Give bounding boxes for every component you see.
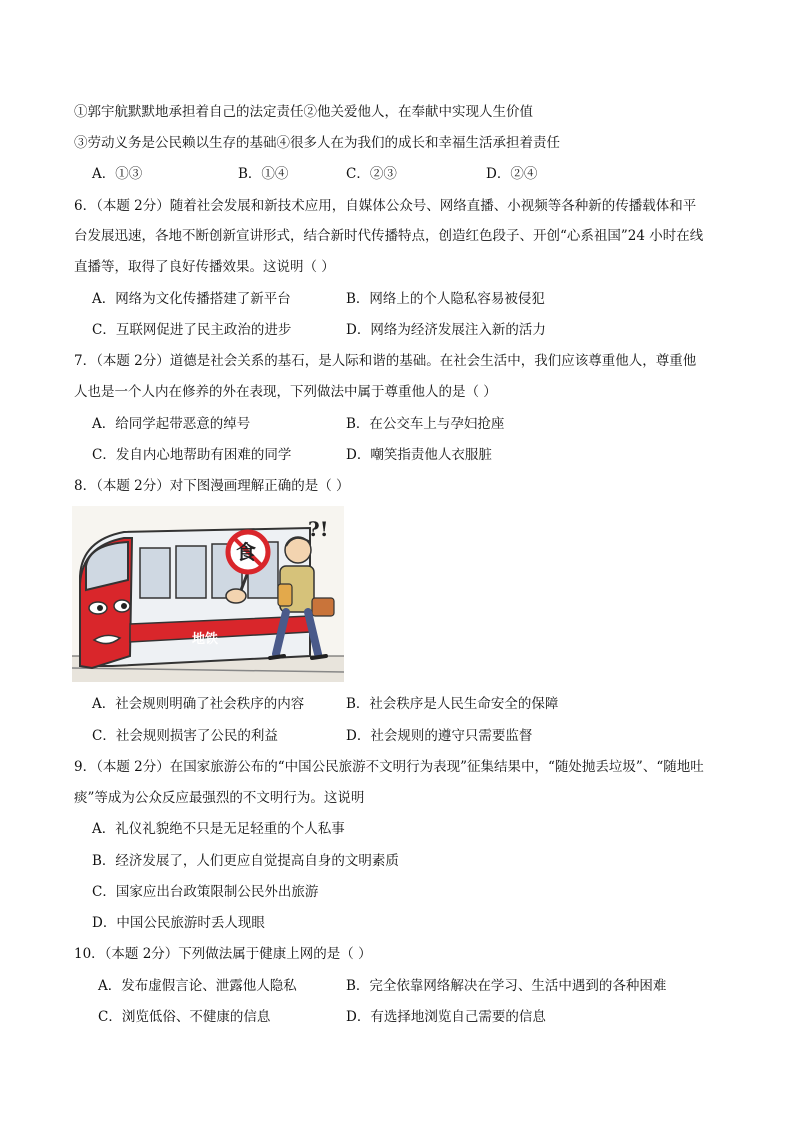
q7-stem-line-2: 人也是一个人内在修养的外在表现，下列做法中属于尊重他人的是（ ） (74, 384, 497, 400)
q5-statement-2: ③劳动义务是公民赖以生存的基础④很多人在为我们的成长和幸福生活承担着责任 (74, 135, 560, 151)
q10-stem: 10．（本题 2分）下列做法属于健康上网的是（ ） (74, 946, 372, 962)
q10-option-b[interactable]: B．完全依靠网络解决在学习、生活中遇到的各种困难 (346, 978, 667, 994)
q8-option-a[interactable]: A．社会规则明确了社会秩序的内容 (92, 696, 305, 712)
q6-stem-line-3: 直播等，取得了良好传播效果。这说明（ ） (74, 259, 335, 275)
q8-option-d[interactable]: D．社会规则的遵守只需要监督 (346, 728, 533, 744)
q8-option-b[interactable]: B．社会秩序是人民生命安全的保障 (346, 696, 559, 712)
q6-stem-line-1: 6．（本题 2分）随着社会发展和新技术应用，自媒体公众号、网络直播、小视频等各种新的传播载体和平 (74, 198, 697, 214)
q6-option-c[interactable]: C．互联网促进了民主政治的进步 (92, 322, 292, 338)
q5-statement-1: ①郭宇航默默地承担着自己的法定责任②他关爱他人，在奉献中实现人生价值 (74, 104, 533, 120)
q7-option-c[interactable]: C．发自内心地帮助有困难的同学 (92, 447, 292, 463)
subway-cartoon (72, 506, 344, 682)
exclamation-text: ?! (308, 517, 329, 541)
q8-stem: 8．（本题 2分）对下图漫画理解正确的是（ ） (74, 478, 350, 494)
q10-option-d[interactable]: D．有选择地浏览自己需要的信息 (346, 1009, 546, 1025)
q5-option-a[interactable]: A．①③ (92, 166, 143, 182)
q7-option-d[interactable]: D．嘲笑指责他人衣服脏 (346, 447, 492, 463)
prohibition-sign-char: 食 (236, 540, 256, 564)
q9-stem-line-2: 痰”等成为公众反应最强烈的不文明行为。这说明 (74, 790, 365, 806)
q6-option-a[interactable]: A．网络为文化传播搭建了新平台 (92, 291, 291, 307)
q8-option-c[interactable]: C．社会规则损害了公民的利益 (92, 728, 278, 744)
q9-option-d[interactable]: D．中国公民旅游时丢人现眼 (92, 915, 265, 931)
q6-stem-line-2: 台发展迅速，各地不断创新宣讲形式，结合新时代传播特点，创造红色段子、开创“心系祖国”24 小时在线 (74, 228, 704, 244)
q7-stem-line-1: 7．（本题 2分）道德是社会关系的基石，是人际和谐的基础。在社会生活中，我们应该尊重他人，尊重他 (74, 353, 697, 369)
q6-option-b[interactable]: B．网络上的个人隐私容易被侵犯 (346, 291, 545, 307)
q10-option-c[interactable]: C．浏览低俗、不健康的信息 (98, 1009, 271, 1025)
q9-option-b[interactable]: B．经济发展了，人们更应自觉提高自身的文明素质 (92, 853, 399, 869)
q7-option-a[interactable]: A．给同学起带恶意的绰号 (92, 416, 251, 432)
q9-option-c[interactable]: C．国家应出台政策限制公民外出旅游 (92, 884, 319, 900)
subway-label: 地铁 (192, 632, 219, 647)
subway-cartoon-drawing (72, 506, 344, 682)
q5-option-d[interactable]: D．②④ (486, 166, 538, 182)
q9-stem-line-1: 9．（本题 2分）在国家旅游公布的“中国公民旅游不文明行为表现”征集结果中，“随处抛丢垃圾”、“随地吐 (74, 759, 704, 775)
q9-option-a[interactable]: A．礼仪礼貌绝不只是无足轻重的个人私事 (92, 821, 345, 837)
q7-option-b[interactable]: B．在公交车上与孕妇抢座 (346, 416, 505, 432)
q5-option-b[interactable]: B．①④ (238, 166, 289, 182)
q6-option-d[interactable]: D．网络为经济发展注入新的活力 (346, 322, 546, 338)
q10-option-a[interactable]: A．发布虚假言论、泄露他人隐私 (98, 978, 297, 994)
q5-option-c[interactable]: C．②③ (346, 166, 397, 182)
